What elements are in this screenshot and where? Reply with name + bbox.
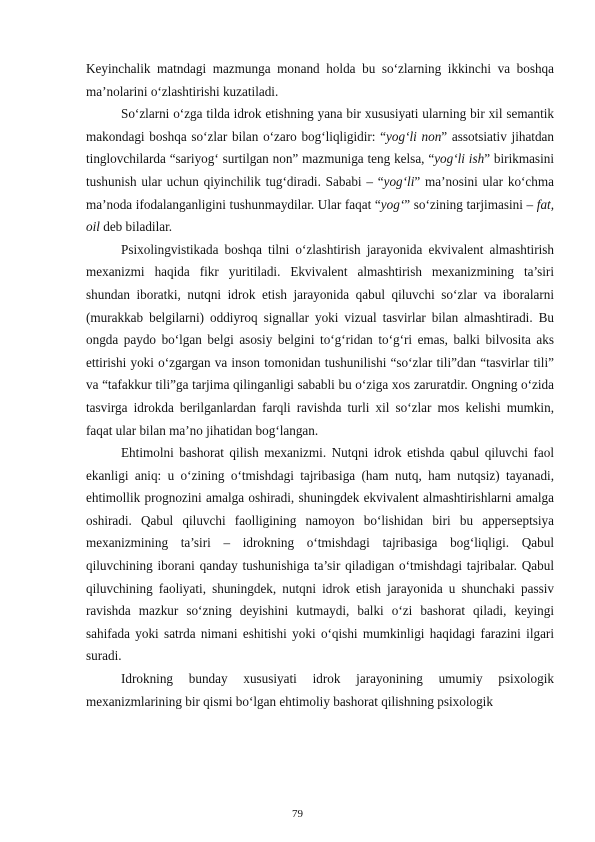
paragraph-3-text: Psixolingvistikada boshqa tilni o‘zlashtirish jarayonida ekvivalent almashtirish mexanizmi haqida fikr yuritiladi. Ekvivalent almashtirish mexanizmining ta’siri shundan iboratki, nutqni idrok etish jarayonida qabul qiluvchi so‘zlar va iboralarni (murakkab belgilarni) oddiyroq signallar yoki vizual tasvirlar bilan almashtiradi. Bu ongda paydo bo‘lgan belgi asosiy belgini to‘g‘ridan to‘g‘ri emas, balki bilvosita aks ettirishi yoki o‘zgargan va inson tomonidan tushunilishi “so‘zlar tili”dan “tasvirlar tili” va “tafakkur tili”ga tarjima qilinganligi sababli bu o‘ziga xos zaruratdir. Ongning o‘zida tasvirga idrokda berilganlardan farqli ravishda turli xil so‘zlar mos kelishi mumkin, faqat ular bilan ma’no jihatidan bog‘langan. bbox=[86, 241, 554, 438]
paragraph-2-text: So‘zlarni o‘zga tilda idrok etishning yana bir xususiyati ularning bir xil semantik makondagi boshqa so‘zlar bilan o‘zaro bog‘liqligidir: “ bbox=[86, 106, 554, 144]
paragraph-2-text: ” ma’nosini ular ko‘chma ma’noda ifodalanganligini tushunmaydilar. Ular faqat “ bbox=[86, 173, 554, 212]
italic-term-yogli-non: yog‘li non bbox=[386, 128, 442, 144]
paragraph-2-text: ” so‘zining tarjimasini – bbox=[404, 196, 537, 212]
italic-term-yogli-ish: yog‘li ish bbox=[434, 151, 485, 167]
paragraph-1 bbox=[86, 58, 554, 103]
paragraph-4 bbox=[86, 442, 554, 668]
paragraph-1-text: Keyinchalik matndagi mazmunga monand holda bu so‘zlarning ikkinchi va boshqa ma’nolarini o‘zlashtirishi kuzatiladi. bbox=[86, 61, 554, 99]
document-page bbox=[86, 58, 554, 713]
italic-term-fat-oil: fat, oil bbox=[86, 196, 554, 235]
paragraph-4-text: Ehtimolni bashorat qilish mexanizmi. Nutqni idrok etishda qabul qiluvchi faol ekanligi aniq: u o‘zining o‘tmishdagi tajribasiga (ham nutq, ham nutqsiz) tayanadi, ehtimollik prognozini amalga oshiradi, shuningdek ekvivalent almashtirishlarni amalga oshiradi. Qabul qiluvchi faolligining namoyon bo‘lishidan biri bu apperseptsiya mexanizmining ta’siri – idrokning o‘tmishdagi tajribasiga bog‘liqligi. Qabul qiluvchining iborani qanday tushunishiga ta’sir qiladigan o‘tmishdagi tajribalar. Qabul qiluvchining faoliyati, shuningdek, nutqni idrok etish jarayonida u shunchaki passiv ravishda mazkur so‘zning deyishini kutmaydi, balki o‘zi bashorat qiladi, keyingi sahifada yoki satrda nimani eshitishi yoki o‘qishi mumkinligi haqidagi farazini ilgari suradi. bbox=[86, 445, 554, 664]
paragraph-2-text: ” assotsiativ jihatdan tinglovchilarda “sariyog‘ surtilgan non” mazmuniga teng kelsa, “ bbox=[86, 128, 555, 167]
paragraph-5 bbox=[86, 668, 554, 713]
paragraph-2-text: ” birikmasini tushunish ular uchun qiyinchilik tug‘diradi. Sababi – “ bbox=[86, 151, 554, 189]
paragraph-2 bbox=[86, 103, 554, 239]
paragraph-5-text: Idrokning bunday xususiyati idrok jarayonining umumiy psixologik mexanizmlarining bir qismi bo‘lgan ehtimoliy bashorat qilishning psixologik bbox=[86, 671, 554, 709]
italic-term-yogli: yog‘li bbox=[383, 173, 415, 189]
italic-term-yog: yog‘ bbox=[380, 196, 405, 212]
page-number: 79 bbox=[292, 808, 303, 820]
paragraph-3 bbox=[86, 239, 554, 442]
paragraph-2-text: deb biladilar. bbox=[99, 219, 173, 235]
